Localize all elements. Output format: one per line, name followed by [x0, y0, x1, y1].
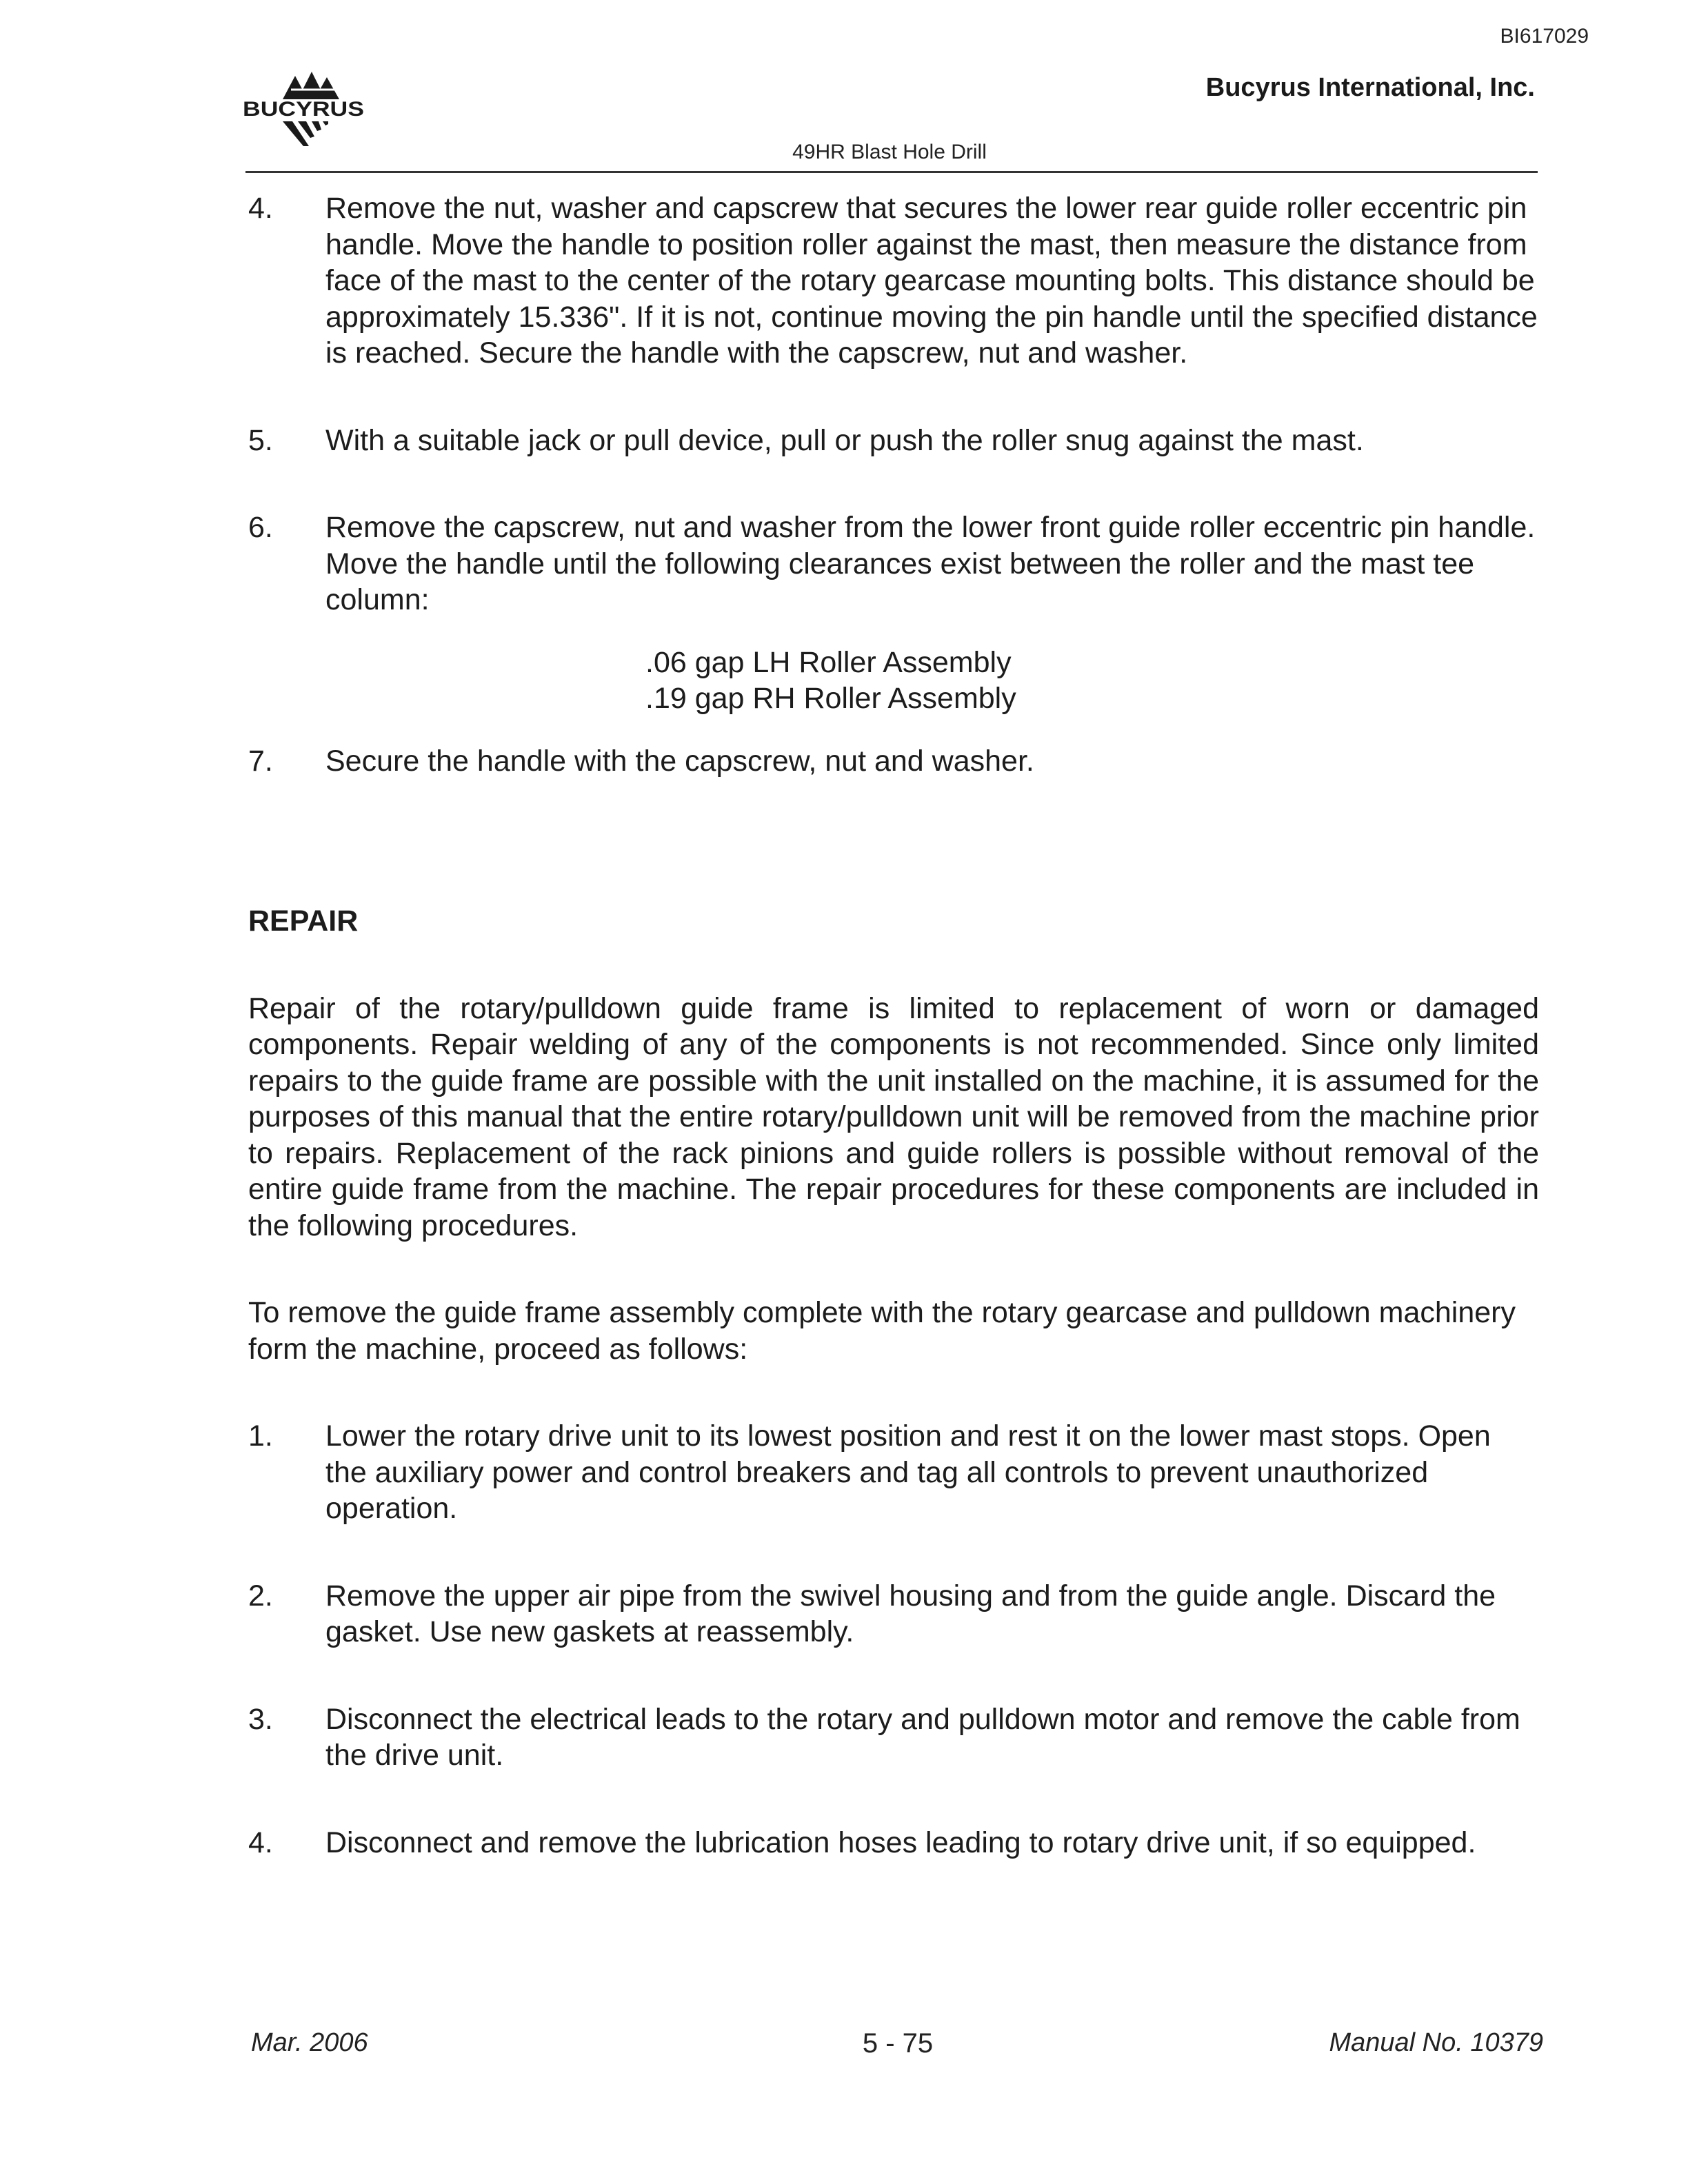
step-text: Lower the rotary drive unit to its lowest position and rest it on the lower mast stops. Open the auxiliary power and control breakers and tag all controls to prevent unauthorized operation.: [325, 1419, 1491, 1525]
page-content: [248, 190, 1539, 1861]
step-item: [248, 1701, 1539, 1774]
header-divider: [245, 171, 1538, 173]
logo-text: BUCYRUS: [243, 98, 364, 121]
bucyrus-logo: [243, 69, 367, 152]
repair-paragraph: Repair of the rotary/pulldown guide frame is limited to replacement of worn or damaged components. Repair welding of any of the components is not recommended. Since only limited repairs to the guide frame are possible with the unit installed on the machine, it is assumed for the purposes of this manual that the entire rotary/pulldown unit will be removed from the machine prior to repairs. Replacement of the rack pinions and guide rollers is possible without removal of the entire guide frame from the machine. The repair procedures for these components are included in the following procedures.: [248, 991, 1539, 1242]
step-text: With a suitable jack or pull device, pull or push the roller snug against the mast.: [325, 423, 1364, 457]
footer-date: Mar. 2006: [251, 2028, 368, 2057]
section-heading: REPAIR: [248, 904, 359, 938]
manual-number: Manual No. 10379: [1329, 2028, 1543, 2057]
step-number: 2.: [248, 1579, 273, 1612]
step-text: Remove the nut, washer and capscrew that secures the lower rear guide roller eccentric pin handle. Move the handle to position roller against the mast, then measure the distance from face of the mast to the center of the rotary gearcase mounting bolts. This distance should be approximately 15.336". If it is not, continue moving the pin handle until the specified distance is reached. Secure the handle with the capscrew, nut and washer.: [325, 192, 1538, 370]
step-text: Remove the upper air pipe from the swivel housing and from the guide angle. Discard the gasket. Use new gaskets at reassembly.: [325, 1579, 1496, 1648]
step-text: Secure the handle with the capscrew, nut and washer.: [325, 744, 1034, 778]
step-item: [248, 509, 1539, 618]
step-item: [248, 1825, 1539, 1861]
company-name: Bucyrus International, Inc.: [1205, 73, 1535, 102]
step-text: Disconnect the electrical leads to the rotary and pulldown motor and remove the cable from the drive unit.: [325, 1702, 1520, 1772]
clearance-list: [645, 645, 1539, 717]
step-item: [248, 1418, 1539, 1527]
step-text: Disconnect and remove the lubrication hoses leading to rotary drive unit, if so equipped.: [325, 1826, 1476, 1859]
procedure-intro: To remove the guide frame assembly complete with the rotary gearcase and pulldown machinery form the machine, proceed as follows:: [248, 1296, 1516, 1366]
step-number: 4.: [248, 1826, 273, 1859]
step-item: [248, 423, 1539, 459]
step-item: [248, 1578, 1539, 1650]
step-item: [248, 190, 1539, 372]
step-text: Remove the capscrew, nut and washer from the lower front guide roller eccentric pin handle. Move the handle until the following clearances exist between the roller and the mast tee column:: [325, 511, 1536, 616]
step-number: 7.: [248, 744, 273, 778]
step-number: 3.: [248, 1702, 273, 1736]
step-number: 6.: [248, 511, 273, 544]
step-number: 1.: [248, 1419, 273, 1453]
document-id: BI617029: [1500, 25, 1589, 48]
step-number: 4.: [248, 192, 273, 225]
document-subtitle: 49HR Blast Hole Drill: [792, 141, 987, 163]
step-item: [248, 743, 1539, 780]
clearance-item: .06 gap LH Roller Assembly: [645, 645, 1012, 679]
step-number: 5.: [248, 423, 273, 457]
page-number: 5 - 75: [862, 2028, 934, 2059]
clearance-item: .19 gap RH Roller Assembly: [645, 682, 1016, 715]
